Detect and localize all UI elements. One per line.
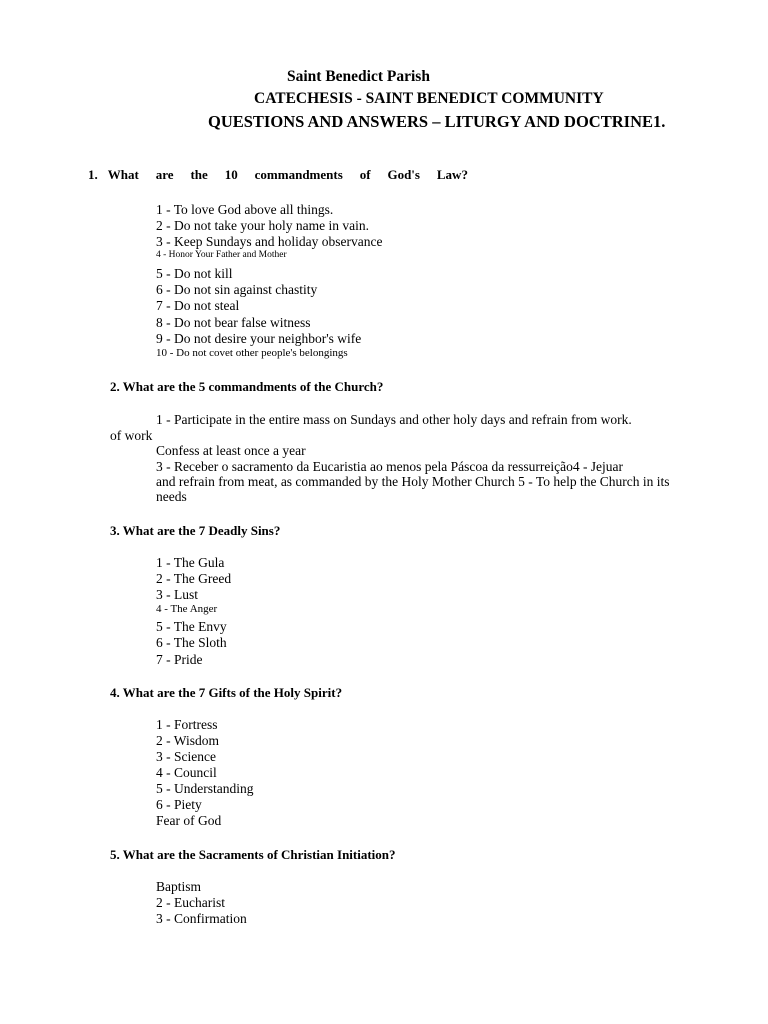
question-word: commandments <box>254 167 343 182</box>
list-item: 5 - Understanding <box>156 781 254 796</box>
list-item: 5 - The Envy <box>156 619 227 634</box>
list-item: 7 - Do not steal <box>156 298 240 313</box>
list-item: 3 - Receber o sacramento da Eucaristia ao menos pela Páscoa da ressurreição4 - Jejuar <box>156 459 624 474</box>
list-item: needs <box>156 489 187 504</box>
question-4: 4. What are the 7 Gifts of the Holy Spirit? <box>110 685 343 700</box>
list-item: 2 - Eucharist <box>156 895 225 910</box>
question-word: 10 <box>224 167 238 182</box>
list-item: 5 - Do not kill <box>156 266 233 281</box>
list-item: 6 - Do not sin against chastity <box>156 282 318 297</box>
list-item: Confess at least once a year <box>156 443 306 458</box>
question-word: are <box>155 167 174 182</box>
question-2: 2. What are the 5 commandments of the Church? <box>110 379 384 394</box>
question-1 <box>88 168 468 181</box>
list-item: 2 - Wisdom <box>156 733 219 748</box>
list-item: 3 - Keep Sundays and holiday observance <box>156 234 383 249</box>
list-item: 3 - Science <box>156 749 216 764</box>
list-item: of work <box>110 428 153 443</box>
list-item: 1 - To love God above all things. <box>156 202 334 217</box>
list-item: 9 - Do not desire your neighbor's wife <box>156 331 362 346</box>
question-3: 3. What are the 7 Deadly Sins? <box>110 523 281 538</box>
list-item: 6 - Piety <box>156 797 202 812</box>
question-word: God's <box>387 167 420 182</box>
list-item: 8 - Do not bear false witness <box>156 315 311 330</box>
list-item: 4 - Council <box>156 765 217 780</box>
list-item: 3 - Lust <box>156 587 198 602</box>
parish-name: Saint Benedict Parish <box>287 68 430 85</box>
list-item: Baptism <box>156 879 202 894</box>
list-item: 6 - The Sloth <box>156 635 227 650</box>
list-item: 1 - Participate in the entire mass on Sundays and other holy days and refrain from work. <box>156 412 632 427</box>
question-word: Law? <box>436 167 468 182</box>
question-word: the <box>190 167 208 182</box>
question-text <box>108 168 468 181</box>
list-item: 3 - Confirmation <box>156 911 247 926</box>
list-item: 2 - The Greed <box>156 571 232 586</box>
list-item: 1 - The Gula <box>156 555 225 570</box>
list-item: and refrain from meat, as commanded by the Holy Mother Church 5 - To help the Church in its <box>156 474 670 489</box>
question-word: of <box>359 167 371 182</box>
list-item: 7 - Pride <box>156 652 203 667</box>
question-number: 1. <box>88 167 98 182</box>
list-item: 10 - Do not covet other people's belongings <box>156 347 348 359</box>
list-item: 4 - Honor Your Father and Mother <box>156 250 287 260</box>
list-item: Fear of God <box>156 813 222 828</box>
question-5: 5. What are the Sacraments of Christian Initiation? <box>110 847 396 862</box>
list-item: 4 - The Anger <box>156 603 218 615</box>
community-title: CATECHESIS - SAINT BENEDICT COMMUNITY <box>254 90 604 107</box>
list-item: 2 - Do not take your holy name in vain. <box>156 218 369 233</box>
question-word: What <box>107 167 139 182</box>
list-item: 1 - Fortress <box>156 717 218 732</box>
document-title: QUESTIONS AND ANSWERS – LITURGY AND DOCTRINE1. <box>208 112 666 131</box>
